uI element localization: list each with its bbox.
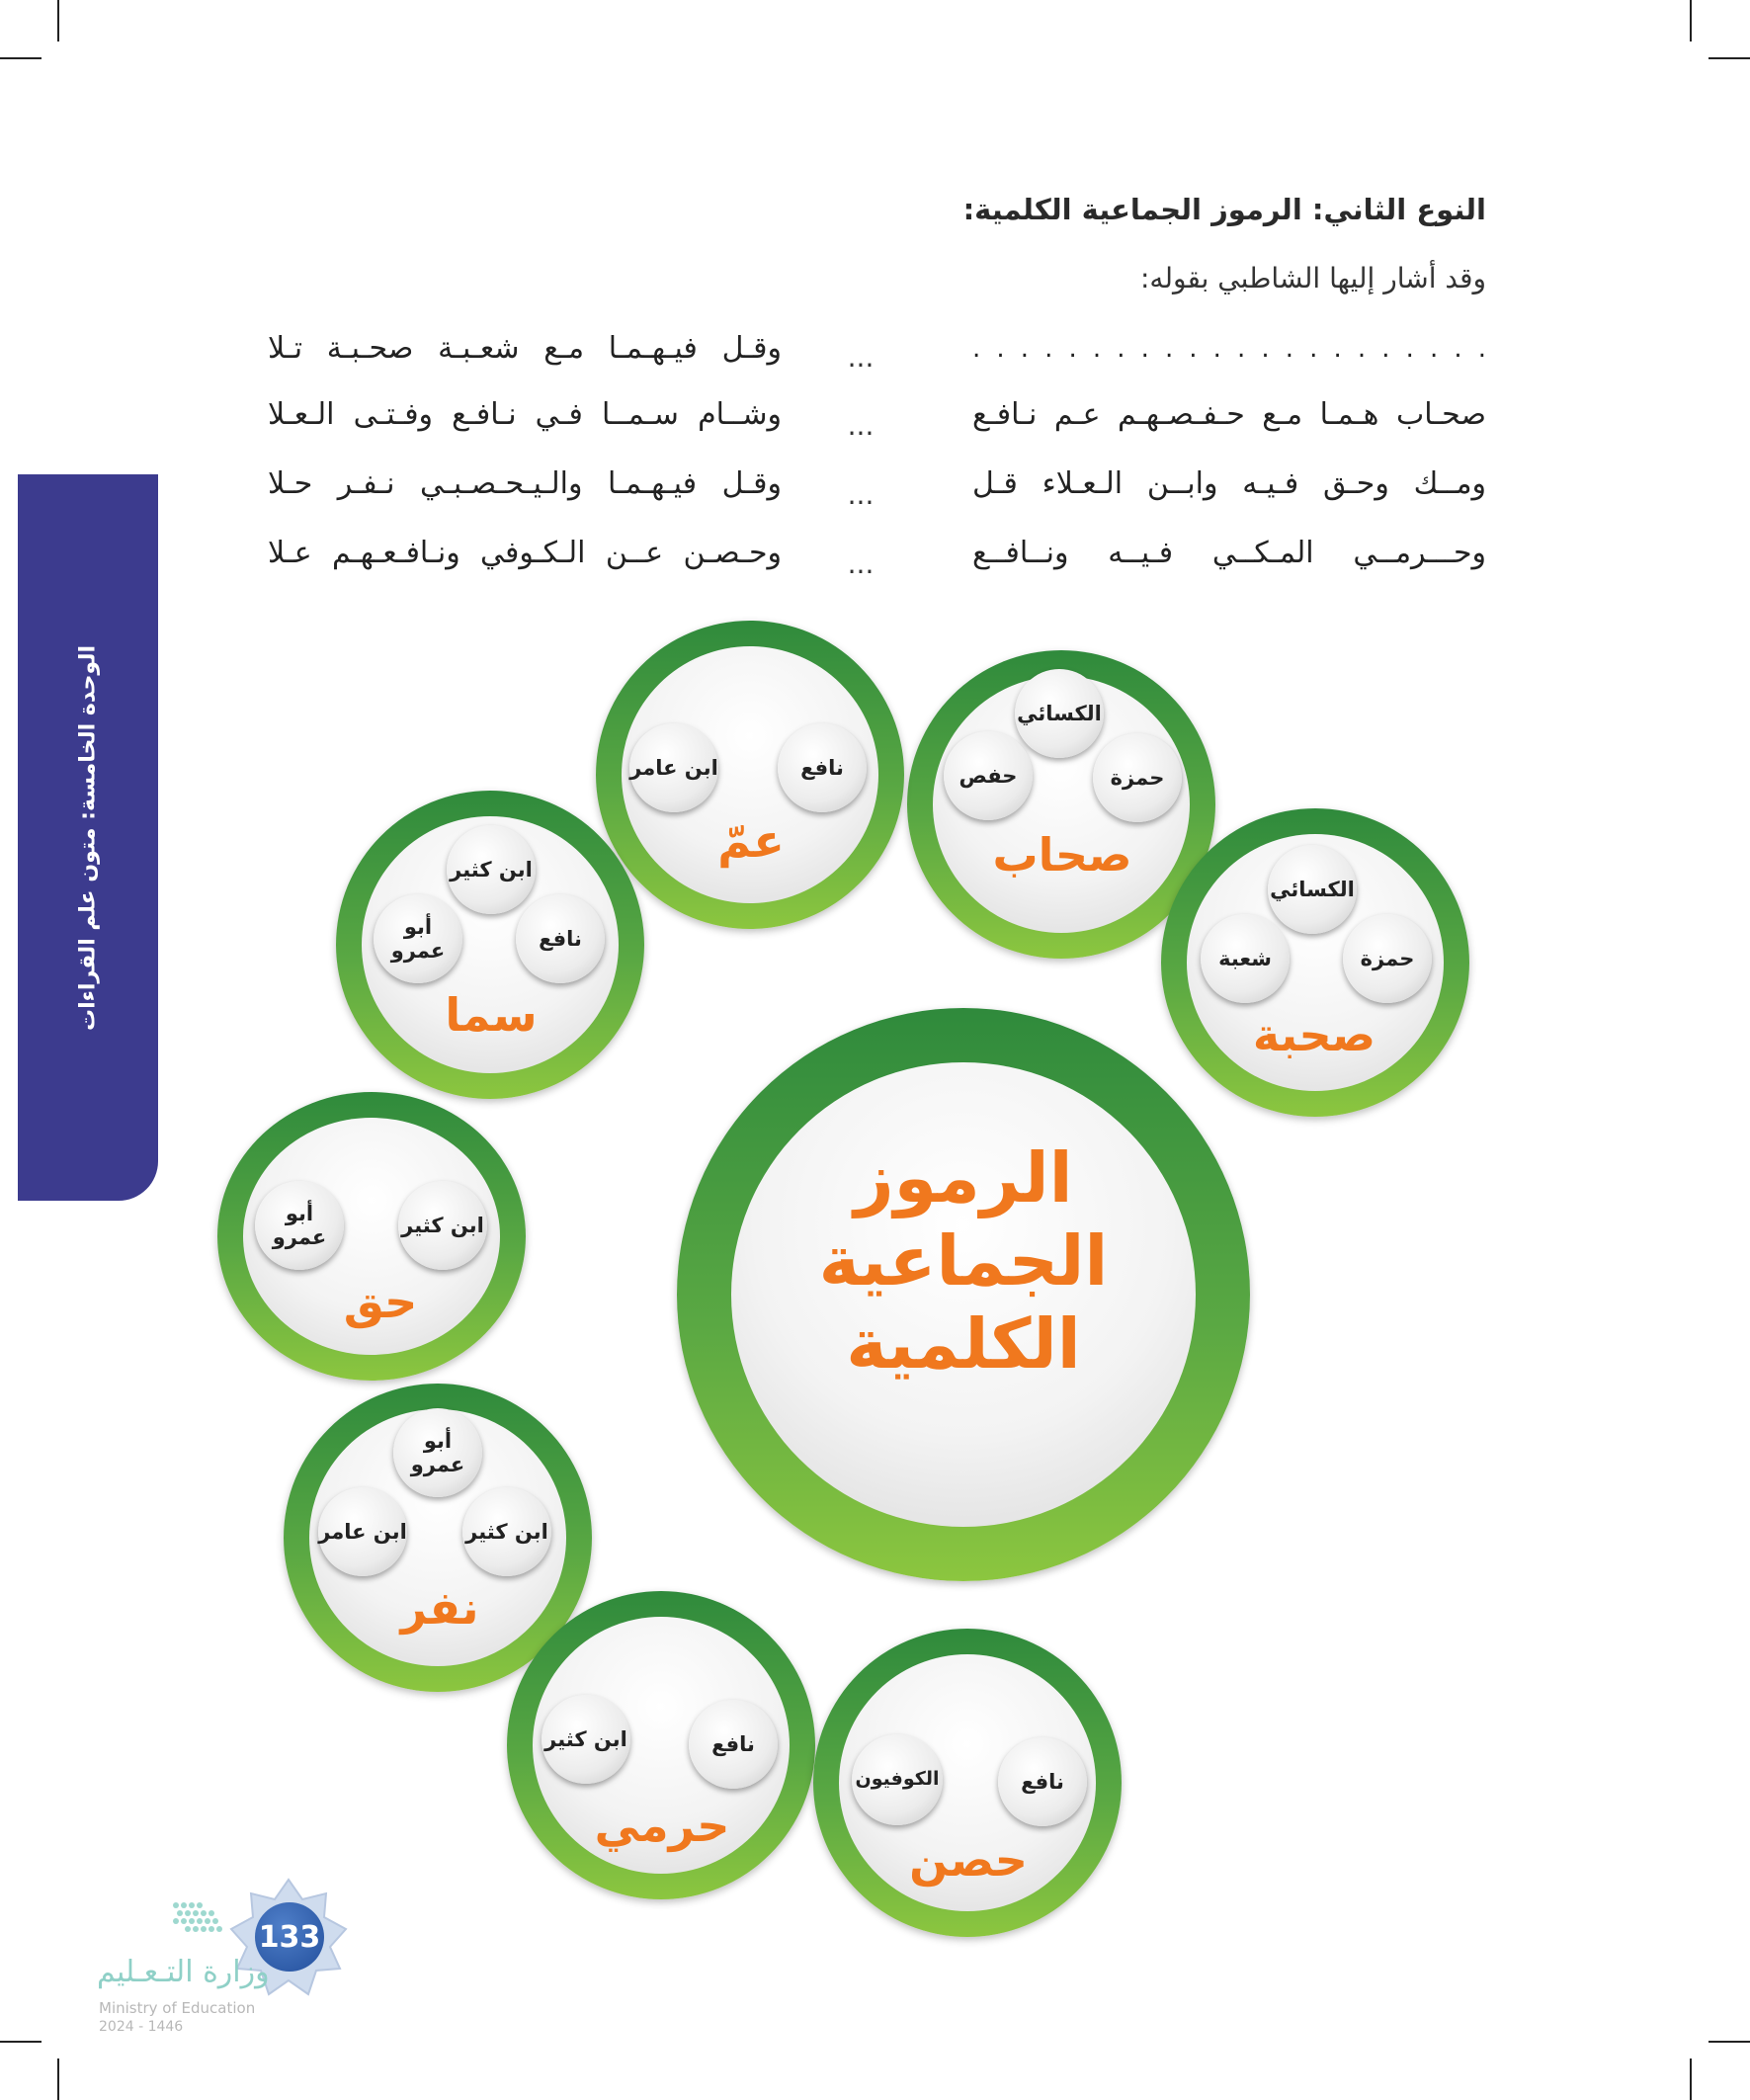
group-label-sama: سما [445, 988, 538, 1042]
member-bubble: أبو عمرو [393, 1408, 482, 1497]
verse-2-left: وشــام سـمــا فـي نـافـع وفـتـى الـعـلا [268, 397, 782, 432]
member-bubble: نافع [516, 894, 605, 983]
crop-mark [1708, 57, 1750, 59]
crop-mark [1690, 0, 1692, 42]
group-label-harami: حرمي [594, 1799, 730, 1852]
center-title [726, 1136, 1201, 1386]
verse-2-separator: ... [847, 409, 875, 442]
verse-1-right: . . . . . . . . . . . . . . . . . . . . . . [972, 334, 1486, 364]
member-bubble: نافع [689, 1700, 778, 1789]
member-bubble: الكسائي [1015, 669, 1104, 758]
center-title-line-1: الرموز [854, 1137, 1073, 1218]
verse-3-left: وقـل فيـهـمـا والـيـحـصـبـي نـفـر حـلا [268, 466, 782, 501]
group-label-haqq: حق [343, 1275, 418, 1328]
member-bubble: ابن كثير [447, 825, 536, 914]
edition-year: 2024 - 1446 [99, 2019, 184, 2035]
intro-text: وقد أشار إليها الشاطبي بقوله: [1140, 262, 1486, 294]
group-label-suhba: صحبة [1252, 1008, 1376, 1061]
group-label-sihab: صحاب [992, 828, 1132, 882]
member-bubble: ابن كثير [542, 1695, 630, 1784]
member-bubble: حفص [944, 731, 1033, 820]
member-bubble: أبو عمرو [255, 1181, 344, 1270]
crop-mark [1708, 2041, 1750, 2043]
member-bubble: شعبة [1201, 914, 1290, 1003]
center-title-line-2: الجماعية [818, 1220, 1109, 1302]
verse-1-left: وقـل فيـهـمـا مـع شعـبـة صحـبـة تـلا [268, 331, 782, 366]
unit-side-tab [18, 474, 158, 1201]
member-bubble: الكوفيون [852, 1734, 943, 1825]
page-number: 133 [255, 1902, 324, 1972]
verse-4-separator: ... [847, 547, 875, 580]
crop-mark [0, 57, 42, 59]
member-bubble: نافع [998, 1737, 1087, 1826]
verse-3-separator: ... [847, 478, 875, 511]
member-bubble: أبو عمرو [374, 894, 462, 983]
ministry-logo-icon [170, 1899, 229, 1939]
verse-4-right: وحـــرمــي المـكــي فـيــه ونــافــع [972, 536, 1486, 570]
group-label-nafar: نفر [400, 1581, 479, 1635]
verse-2-right: صحـاب هـمـا مـع حـفـصـهـم عـم نـافـع [972, 397, 1486, 432]
verse-1-separator: ... [847, 341, 875, 374]
section-heading: النوع الثاني: الرموز الجماعية الكلمية: [962, 193, 1486, 226]
crop-mark [57, 0, 59, 42]
ministry-name-en: Ministry of Education [99, 1999, 256, 2017]
verse-4-left: وحـصـن عــن الـكـوفي ونـافـعـهـم عـلا [268, 536, 782, 570]
crop-mark [0, 2041, 42, 2043]
verse-3-right: ومــك وحـق فـيـه وابــن الـعـلاء قـل [972, 466, 1486, 501]
member-bubble: ابن كثير [462, 1487, 551, 1576]
member-bubble: الكسائي [1268, 845, 1357, 934]
group-label-amm: عمّ [717, 814, 785, 868]
group-label-hisn: حصن [909, 1833, 1028, 1887]
member-bubble: نافع [778, 723, 867, 812]
crop-mark [57, 2058, 59, 2100]
member-bubble: حمزة [1093, 733, 1182, 822]
ministry-name-ar: وزارة التـعـليم [97, 1955, 270, 1989]
member-bubble: حمزة [1343, 914, 1432, 1003]
unit-title: الوحدة الخامسة: متون علم القراءات [75, 644, 101, 1031]
member-bubble: ابن عامر [629, 723, 718, 812]
member-bubble: ابن عامر [318, 1487, 407, 1576]
center-title-line-3: الكلمية [846, 1303, 1081, 1385]
crop-mark [1690, 2058, 1692, 2100]
member-bubble: ابن كثير [398, 1181, 487, 1270]
